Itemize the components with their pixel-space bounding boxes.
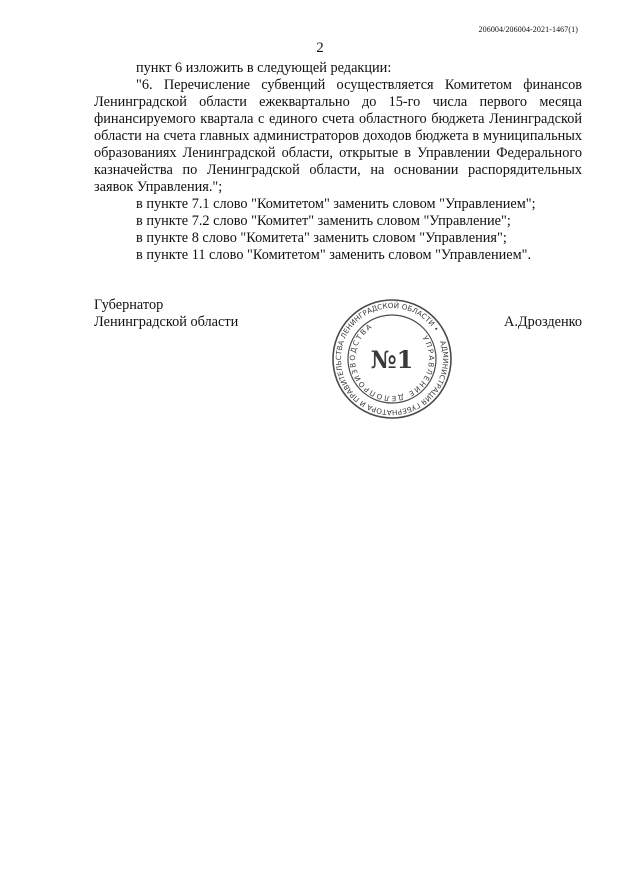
signatory-title <box>94 297 238 331</box>
page-number: 2 <box>316 40 324 56</box>
quoted-paragraph: "6. Перечисление субвенций осуществляется Комитетом финансов Ленинградской области ежеквартально до 15-го числа первого месяца финансируемого квартала с единого счета областного бюджета Ленинградской области на счета главных администраторов доходов бюджета в муниципальных образованиях Ленинградской области, открытые в Управлении Федерального казначейства по Ленинградской области, на основании распорядительных заявок Управления."; <box>94 77 582 195</box>
signatory-title-line1: Губернатор <box>94 297 164 313</box>
amendment-item-1: в пункте 7.1 слово "Комитетом" заменить словом "Управлением"; <box>136 196 536 212</box>
official-stamp <box>330 297 454 421</box>
signatory-title-line2: Ленинградской области <box>94 314 239 330</box>
amendment-item-2: в пункте 7.2 слово "Комитет" заменить словом "Управление"; <box>136 213 511 229</box>
document-body <box>94 60 582 264</box>
stamp-center-number: №1 <box>370 345 414 374</box>
stamp-outer-text: АДМИНИСТРАЦИЯ ГУБЕРНАТОРА И ПРАВИТЕЛЬСТВА ЛЕНИНГРАДСКОЙ ОБЛАСТИ • <box>333 300 451 418</box>
document-number: 206004/206004-2021-1467(1) <box>478 25 578 34</box>
stamp-inner-text: УПРАВЛЕНИЕ ДЕЛОПРОИЗВОДСТВА <box>347 321 437 404</box>
signatory-name: А.Дрозденко <box>504 314 582 330</box>
intro-paragraph: пункт 6 изложить в следующей редакции: <box>136 60 392 76</box>
amendment-item-3: в пункте 8 слово "Комитета" заменить словом "Управления"; <box>136 230 507 246</box>
amendment-item-4: в пункте 11 слово "Комитетом" заменить словом "Управлением". <box>136 247 532 263</box>
